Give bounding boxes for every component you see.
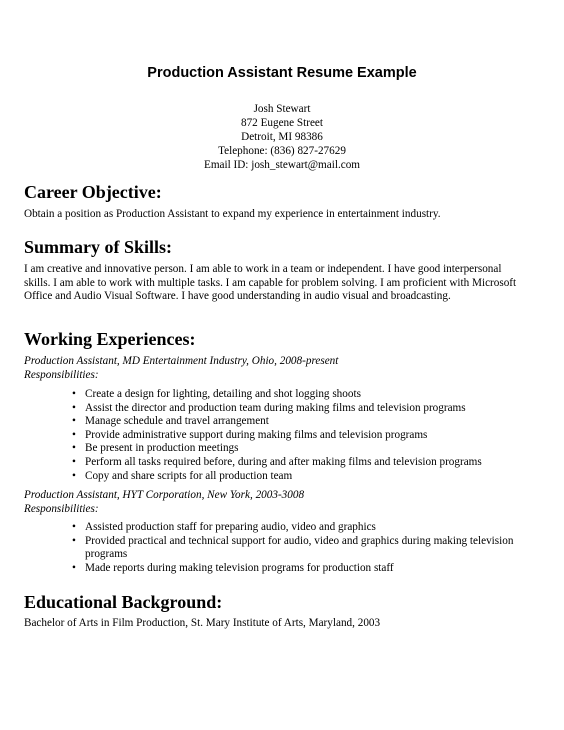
list-item: [72, 442, 522, 456]
bullet-icon: •: [72, 442, 76, 455]
job-2-title: Production Assistant, HYT Corporation, New York, 2003-3008: [24, 489, 305, 501]
responsibility-text: Be present in production meetings: [85, 442, 239, 455]
bullet-icon: •: [72, 401, 76, 414]
summary-text: I am creative and innovative person. I am able to work in a team or independent. I have good interpersonal skills. I am able to work with multiple tasks. I am capable for problem solving. I am proficient with Microsoft Office and Audio Visual Software. I have good understanding in audio visual and broadcasting.: [24, 263, 517, 303]
list-item: [72, 429, 522, 443]
bullet-icon: •: [72, 388, 76, 400]
contact-email: Email ID: josh_stewart@mail.com: [203, 159, 361, 171]
responsibility-text: Assisted production staff for preparing audio, video and graphics: [85, 521, 376, 533]
contact-street: 872 Eugene Street: [240, 117, 324, 129]
education-text: Bachelor of Arts in Film Production, St. Mary Institute of Arts, Maryland, 2003: [24, 617, 381, 629]
bullet-icon: •: [72, 428, 76, 441]
list-item: [72, 535, 522, 562]
bullet-icon: •: [72, 455, 76, 468]
list-item: [72, 415, 522, 429]
education-heading: Educational Background:: [24, 592, 223, 612]
contact-telephone: Telephone: (836) 827-27629: [218, 145, 346, 157]
job-2-responsibilities-label: Responsibilities:: [24, 503, 99, 515]
responsibility-text: Perform all tasks required before, during and after making films and television programs: [85, 455, 482, 468]
career-objective-text: Obtain a position as Production Assistant to expand my experience in entertainment industry.: [24, 208, 441, 220]
responsibility-text: Manage schedule and travel arrangement: [85, 415, 269, 428]
bullet-icon: •: [72, 534, 76, 547]
experience-heading: Working Experiences:: [24, 329, 196, 349]
job-1-responsibility-list: [72, 388, 522, 483]
bullet-icon: •: [72, 521, 76, 533]
contact-city: Detroit, MI 98386: [241, 131, 323, 143]
responsibility-text: Provided practical and technical support for audio, video and graphics during making television programs: [85, 534, 514, 561]
career-objective-heading: Career Objective:: [24, 182, 162, 202]
list-item: [72, 456, 522, 470]
responsibility-text: Assist the director and production team during making films and television programs: [85, 401, 466, 414]
list-item: [72, 521, 522, 535]
summary-heading: Summary of Skills:: [24, 237, 173, 257]
bullet-icon: •: [72, 561, 76, 574]
list-item: [72, 388, 522, 402]
responsibility-text: Create a design for lighting, detailing and shot logging shoots: [85, 388, 361, 400]
job-1-responsibilities-label: Responsibilities:: [24, 369, 99, 381]
responsibility-text: Copy and share scripts for all production team: [85, 469, 293, 482]
job-2-responsibility-list: [72, 521, 522, 575]
job-1-title: Production Assistant, MD Entertainment Industry, Ohio, 2008-present: [24, 355, 339, 367]
bullet-icon: •: [72, 415, 76, 428]
responsibility-text: Made reports during making television programs for production staff: [85, 561, 394, 574]
list-item: [72, 562, 522, 576]
contact-name: Josh Stewart: [253, 103, 311, 115]
document-title: Production Assistant Resume Example: [147, 65, 417, 81]
responsibility-text: Provide administrative support during making films and television programs: [85, 428, 428, 441]
list-item: [72, 470, 522, 484]
bullet-icon: •: [72, 469, 76, 482]
list-item: [72, 402, 522, 416]
contact-block: [0, 102, 564, 172]
